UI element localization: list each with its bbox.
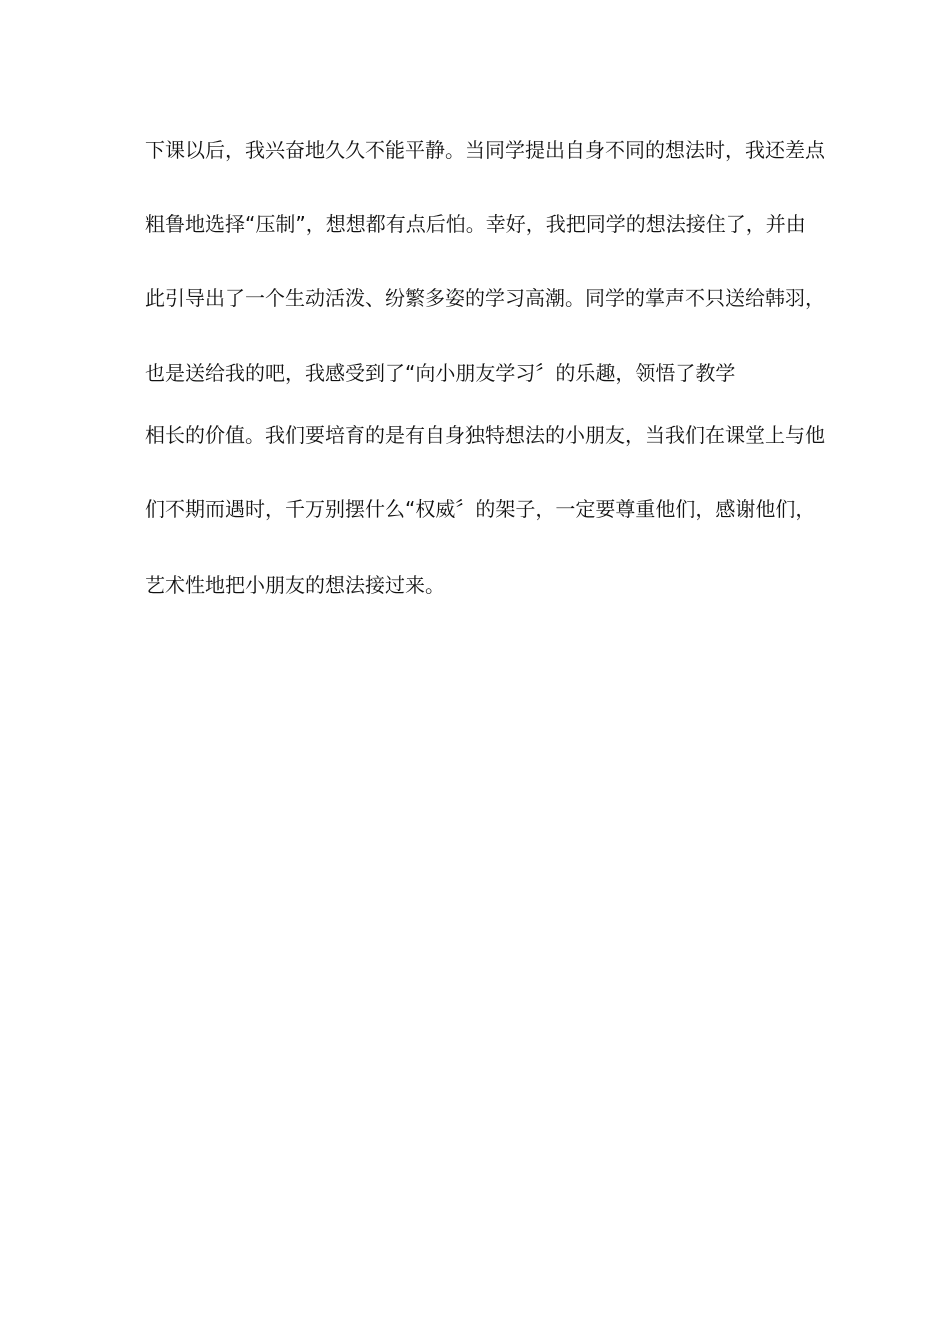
paragraph-line: 也是送给我的吧，我感受到了“向小朋友学习〞的乐趣，领悟了教学: [145, 361, 736, 385]
paragraph-line: 艺术性地把小朋友的想法接过来。: [145, 573, 445, 597]
paragraph-line: 此引导出了一个生动活泼、纷繁多姿的学习高潮。同学的掌声不只送给韩羽，: [145, 286, 825, 310]
paragraph-line: 们不期而遇时，千万别摆什么“权威〞的架子，一定要尊重他们，感谢他们，: [145, 497, 816, 521]
paragraph-line: 粗鲁地选择“压制”，想想都有点后怕。幸好，我把同学的想法接住了，并由: [145, 212, 806, 236]
paragraph-line: 相长的价值。我们要培育的是有自身独特想法的小朋友，当我们在课堂上与他: [145, 423, 825, 447]
paragraph-line: 下课以后，我兴奋地久久不能平静。当同学提出自身不同的想法时，我还差点: [145, 138, 825, 162]
